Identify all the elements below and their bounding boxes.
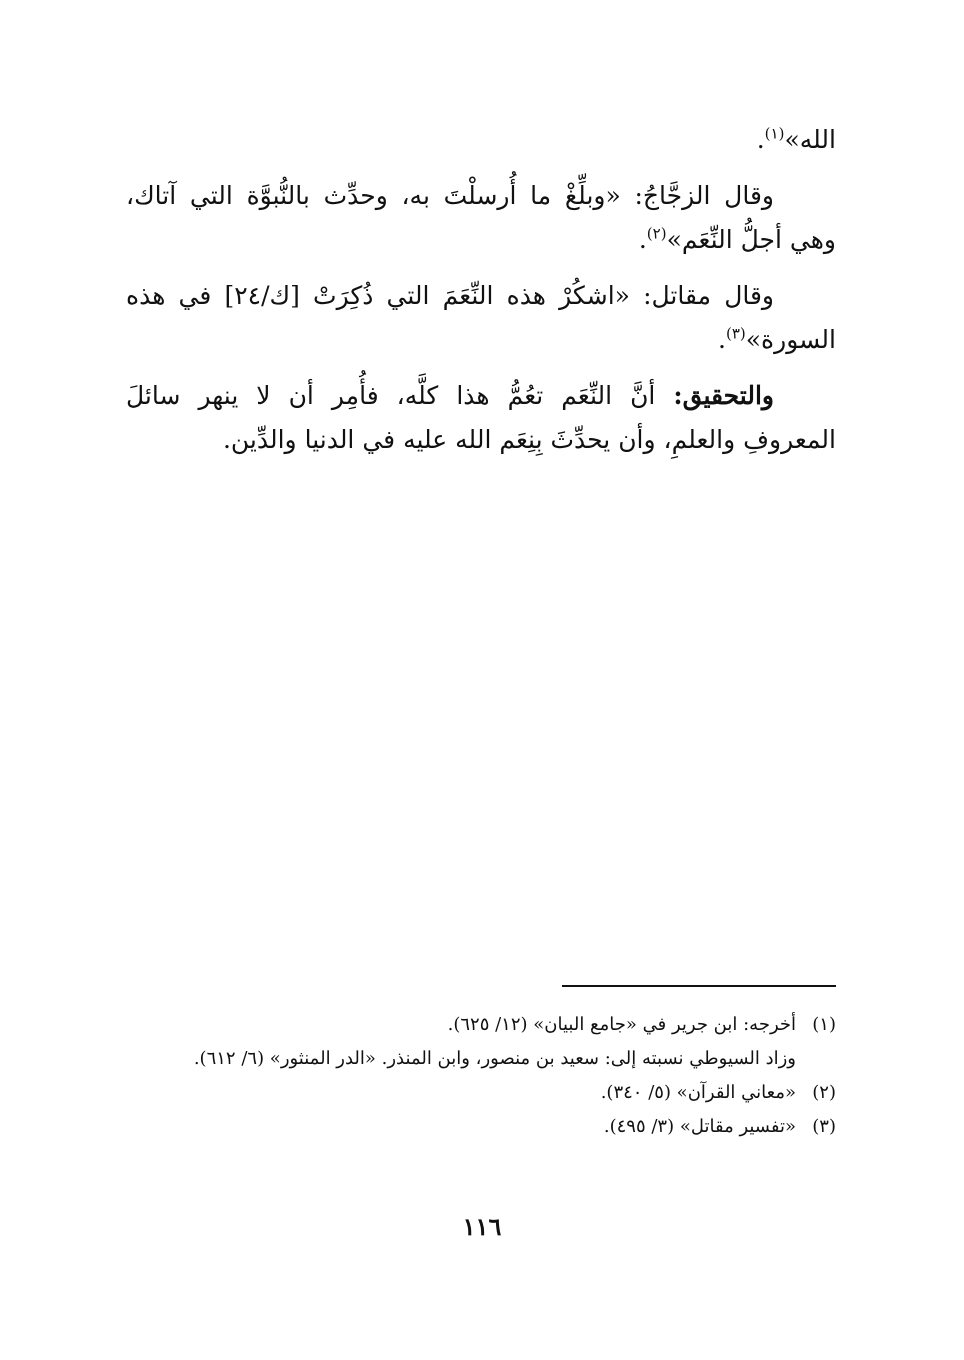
footnote-3-number: (٣) (812, 1116, 836, 1137)
paragraph-2 (126, 174, 836, 262)
footnote-2-number: (٢) (812, 1082, 836, 1103)
paragraph-3-text: وقال مقاتل: «اشكُرْ هذه النِّعَمَ التي ذُكِرَتْ [ك/٢٤] في هذه السورة» (126, 281, 836, 354)
footnote-2-text: «معاني القرآن» (٥/ ٣٤٠). (600, 1082, 796, 1103)
footnote-1-continuation: وزاد السيوطي نسبته إلى: سعيد بن منصور، وابن المنذر. «الدر المنثور» (٦/ ٦١٢). (193, 1048, 796, 1069)
footnote-ref-3: (٣) (725, 324, 746, 343)
footnote-1-text: أخرجه: ابن جرير في «جامع البيان» (١٢/ ٦٢٥). (447, 1014, 796, 1035)
paragraph-4 (126, 374, 836, 462)
paragraph-3-tail: . (718, 325, 726, 354)
paragraph-1-text: الله» (784, 125, 836, 154)
footnote-2 (126, 1076, 836, 1110)
footnote-1 (126, 1008, 836, 1042)
main-text (126, 118, 836, 474)
footnote-3 (126, 1110, 836, 1144)
paragraph-2-tail: . (638, 225, 647, 254)
paragraph-4-text: أنَّ النِّعَم تعُمُّ هذا كلَّه، فأُمِر أن لا ينهر سائلَ المعروفِ والعلمِ، وأن يحدِّثَ بِنِعَم الله عليه في الدنيا والدِّين. (126, 381, 836, 454)
footnote-ref-2: (٢) (646, 224, 667, 243)
paragraph-1-tail: . (756, 125, 765, 154)
footnotes (126, 1008, 836, 1144)
paragraph-2-text: وقال الزجَّاجُ: «وبلِّغْ ما أُرسلْتَ به، وحدِّث بالنُّبوَّة التي آتاك، وهي أجلُّ النِّعَم» (126, 181, 836, 254)
page-number: ١١٦ (462, 1212, 502, 1241)
footnote-3-text: «تفسير مقاتل» (٣/ ٤٩٥). (603, 1116, 796, 1137)
footnote-separator (562, 985, 836, 987)
paragraph-4-lead: والتحقيق: (673, 381, 774, 410)
paragraph-1 (126, 118, 836, 162)
paragraph-3 (126, 274, 836, 362)
footnote-ref-1: (١) (764, 124, 785, 143)
footnote-1-number: (١) (812, 1014, 836, 1035)
